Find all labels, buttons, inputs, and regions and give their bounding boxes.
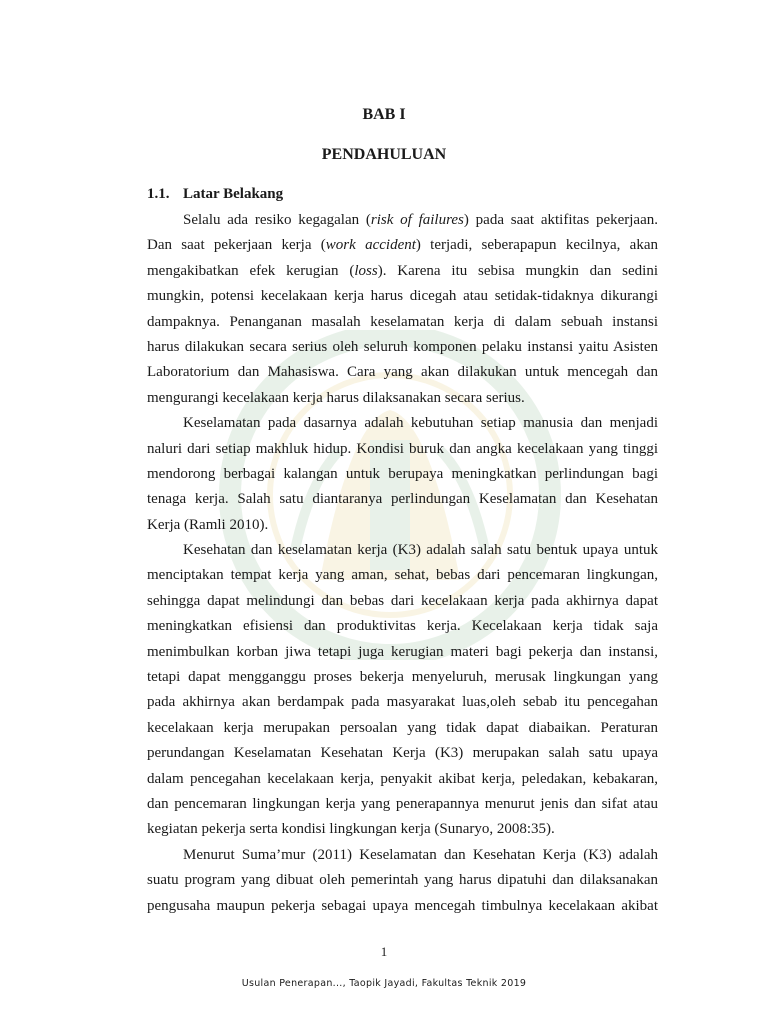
body-line: Selalu ada resiko kegagalan (risk of failures) pada saat aktifitas pekerjaan.	[183, 212, 658, 228]
section-title: Latar Belakang	[183, 186, 284, 202]
body-text	[147, 208, 658, 919]
body-line: mendorong berbagai kalangan untuk berupaya meningkatkan perlindungan bagi	[147, 465, 658, 482]
page-footer: Usulan Penerapan..., Taopik Jayadi, Fakultas Teknik 2019	[241, 978, 527, 989]
body-line: naluri dari setiap makhluk hidup. Kondisi buruk dan angka kecelakaan yang tinggi	[147, 440, 658, 457]
page-number: 1	[380, 944, 388, 959]
body-line: pada akhirnya akan berdampak pada masyarakat luas,oleh sebab itu pencegahan	[147, 694, 658, 711]
body-line: suatu program yang dibuat oleh pemerintah yang harus dipatuhi dan dilaksanakan	[147, 872, 658, 889]
chapter-number: BAB I	[362, 106, 406, 123]
body-line: dampaknya. Penanganan masalah keselamatan kerja di dalam sebuah instansi	[147, 313, 658, 330]
section-number: 1.1.	[147, 186, 170, 202]
chapter-title: PENDAHULUAN	[321, 146, 447, 163]
body-line: menimbulkan korban jiwa tetapi juga kerugian materi bagi pekerja dan instansi,	[147, 643, 658, 660]
body-line: kegiatan pekerja serta kondisi lingkungan kerja (Sunaryo, 2008:35).	[147, 821, 555, 838]
body-line: Keselamatan pada dasarnya adalah kebutuhan setiap manusia dan menjadi	[183, 415, 658, 432]
body-line: perundangan Keselamatan Kesehatan Kerja (K3) merupakan salah satu upaya	[147, 745, 658, 762]
body-line: dan pencemaran lingkungan kerja yang penerapannya menurut jenis dan sifat atau	[147, 795, 658, 812]
section-heading	[147, 186, 283, 203]
body-line: mengakibatkan efek kerugian (loss). Karena itu sebisa mungkin dan sedini	[147, 262, 658, 279]
body-line: tetapi dapat mengganggu proses bekerja menyeluruh, merusak lingkungan yang	[147, 669, 658, 686]
body-line: Laboratorium dan Mahasiswa. Cara yang akan dilakukan untuk mencegah dan	[147, 364, 658, 381]
body-line: Kerja (Ramli 2010).	[147, 516, 269, 533]
body-line: Kesehatan dan keselamatan kerja (K3) adalah salah satu bentuk upaya untuk	[183, 542, 658, 559]
body-line: meningkatkan efisiensi dan produktivitas kerja. Kecelakaan kerja tidak saja	[147, 618, 658, 635]
body-line: kecelakaan kerja merupakan persoalan yang tidak dapat diabaikan. Peraturan	[147, 719, 658, 736]
body-line: pengusaha maupun pekerja sebagai upaya mencegah timbulnya kecelakaan akibat	[147, 897, 658, 914]
body-line: tenaga kerja. Salah satu diantaranya perlindungan Keselamatan dan Kesehatan	[147, 491, 658, 508]
body-line: sehingga dapat melindungi dan bebas dari kecelakaan kerja pada akhirnya dapat	[147, 592, 658, 609]
body-line: harus dilakukan secara serius oleh seluruh komponen pelaku instansi yaitu Asisten	[147, 338, 658, 355]
body-line: Menurut Suma’mur (2011) Keselamatan dan Kesehatan Kerja (K3) adalah	[183, 846, 658, 863]
body-line: dalam pencegahan kecelakaan kerja, penyakit akibat kerja, peledakan, kebakaran,	[147, 770, 658, 787]
body-line: mengurangi kecelakaan kerja harus dilaksanakan secara serius.	[147, 389, 525, 406]
body-line: mungkin, potensi kecelakaan kerja harus dicegah atau setidak-tidaknya dikurangi	[147, 288, 658, 305]
body-line: menciptakan tempat kerja yang aman, sehat, bebas dari pencemaran lingkungan,	[147, 567, 658, 584]
body-line: Dan saat pekerjaan kerja (work accident) terjadi, seberapapun kecilnya, akan	[147, 237, 658, 254]
